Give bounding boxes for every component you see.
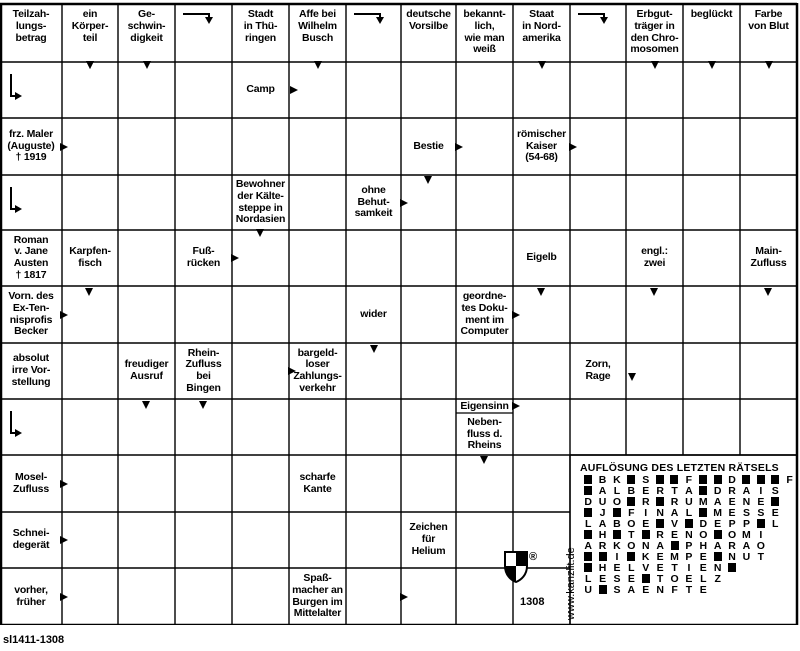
- solution-letter: L: [584, 572, 592, 585]
- solution-row: [581, 518, 800, 529]
- solution-letter: E: [656, 550, 664, 563]
- clue-cell: [1, 344, 61, 398]
- solution-letter: O: [612, 495, 622, 508]
- arrow-right-icon: [512, 402, 520, 410]
- solution-letter: L: [628, 561, 635, 574]
- clue-text: ein Körper- teil: [71, 8, 109, 44]
- solution-letter: E: [656, 561, 664, 574]
- solution-letter: I: [759, 484, 763, 497]
- clue-cell: [457, 287, 512, 342]
- solution-letter: M: [742, 528, 751, 541]
- solution-block: [685, 519, 693, 528]
- solution-block: [613, 508, 621, 517]
- solution-letter: I: [644, 506, 648, 519]
- clue-cell: [176, 344, 231, 398]
- solution-letter: K: [641, 550, 650, 563]
- arrow-right-icon: [231, 254, 239, 262]
- solution-letter: T: [656, 572, 664, 585]
- clue-cell: [347, 287, 400, 342]
- solution-block: [714, 475, 722, 484]
- clue-cell: [457, 400, 512, 413]
- solution-letter: A: [713, 539, 722, 552]
- clue-cell: [627, 231, 682, 285]
- clue-text: Neben- fluss d. Rheins: [466, 415, 503, 452]
- clue-text: Stadt in Thü- ringen: [243, 8, 278, 44]
- solution-letter: T: [757, 550, 765, 563]
- solution-block: [771, 475, 779, 484]
- solution-letter: E: [699, 550, 707, 563]
- arrow-down-icon: [537, 288, 545, 296]
- clue-cell: [1, 4, 61, 61]
- solution-block: [656, 497, 664, 506]
- solution-letter: D: [699, 517, 708, 530]
- solution-letter: P: [685, 539, 693, 552]
- clue-text: Zeichen für Helium: [409, 521, 448, 557]
- solution-block: [584, 530, 592, 539]
- solution-letter: B: [627, 484, 636, 497]
- solution-letter: T: [628, 528, 635, 541]
- solution-letter: O: [756, 539, 765, 552]
- solution-letter: N: [641, 539, 650, 552]
- solution-letter: P: [728, 517, 736, 530]
- solution-letter: R: [670, 495, 679, 508]
- solution-row: [581, 551, 800, 562]
- solution-row: [581, 474, 800, 485]
- solution-letter: A: [742, 484, 751, 497]
- solution-letter: O: [627, 517, 636, 530]
- arrow-down-icon: [142, 401, 150, 409]
- solution-letter: N: [685, 528, 693, 541]
- arrow-right-icon: [569, 143, 577, 151]
- solution-block: [642, 530, 650, 539]
- solution-block: [599, 585, 607, 594]
- clue-text: Erbgut- träger in den Chro- mosomen: [630, 8, 679, 56]
- solution-letter: O: [699, 528, 708, 541]
- solution-block: [757, 475, 765, 484]
- clue-cell: [233, 176, 288, 229]
- clue-text: Main- Zufluss: [750, 245, 787, 269]
- solution-block: [714, 530, 722, 539]
- solution-letter: A: [598, 484, 607, 497]
- solution-letter: E: [699, 561, 707, 574]
- clue-cell: [63, 231, 117, 285]
- solution-letter: E: [771, 506, 779, 519]
- puzzle-number: 1308: [520, 596, 545, 608]
- clue-cell: [290, 344, 345, 398]
- solution-letter: Z: [714, 572, 721, 585]
- solution-letter: T: [685, 583, 693, 596]
- clue-cell: [233, 63, 288, 117]
- clue-text: Roman v. Jane Austen † 1817: [13, 233, 49, 281]
- solution-letter: E: [613, 561, 621, 574]
- solution-row: [581, 507, 800, 518]
- solution-letter: J: [599, 506, 606, 519]
- solution-letter: V: [671, 517, 679, 530]
- clue-cell: [402, 4, 455, 61]
- clue-text: bekannt- lich, wie man weiß: [463, 8, 506, 56]
- clue-text: Rhein- Zufluss bei Bingen: [185, 346, 222, 394]
- solution-block: [627, 497, 635, 506]
- clue-text: geordne- tes Doku- ment im Computer: [460, 290, 509, 338]
- solution-row: [581, 485, 800, 496]
- clue-text: Eigensinn: [460, 400, 509, 412]
- solution-block: [714, 552, 722, 561]
- solution-letter: E: [627, 572, 635, 585]
- solution-row: [581, 496, 800, 507]
- clue-cell: [1, 119, 61, 174]
- solution-letter: L: [700, 572, 707, 585]
- solution-letter: A: [713, 495, 722, 508]
- clue-text: Karpfen- fisch: [69, 245, 111, 269]
- arrow-down-icon: [650, 288, 658, 296]
- arrow-down-icon: [480, 456, 488, 464]
- arrow-down-icon: [764, 288, 772, 296]
- clue-text: ohne Behut- samkeit: [354, 183, 393, 220]
- solution-letter: O: [727, 528, 737, 541]
- clue-text: Bestie: [413, 139, 444, 152]
- clue-text: engl.: zwei: [641, 245, 668, 269]
- arrow-down-icon: [628, 373, 636, 381]
- solution-letter: S: [642, 473, 650, 486]
- clue-text: deutsche Vorsilbe: [406, 8, 451, 32]
- clue-text: bargeld- loser Zahlungs- verkehr: [293, 346, 342, 394]
- clue-text: scharfe Kante: [299, 470, 336, 495]
- arrow-right-icon: [288, 367, 296, 375]
- solution-letter: I: [615, 550, 619, 563]
- solution-letter: D: [584, 495, 592, 508]
- clue-cell: [233, 4, 288, 61]
- solution-block: [656, 519, 664, 528]
- clue-cell: [1, 287, 61, 342]
- solution-letter: A: [584, 539, 592, 552]
- solution-block: [757, 519, 765, 528]
- clue-cell: [627, 4, 682, 61]
- solution-block: [699, 475, 707, 484]
- solution-block: [656, 475, 664, 484]
- clue-cell: [176, 231, 231, 285]
- solution-letter: E: [685, 572, 693, 585]
- arrow-right-icon: [400, 593, 408, 601]
- clue-cell: [119, 344, 174, 398]
- solution-letter: A: [670, 506, 679, 519]
- solution-letter: A: [627, 583, 636, 596]
- arrow-right-icon: [60, 311, 68, 319]
- solution-letter: N: [728, 550, 736, 563]
- solution-letter: M: [670, 550, 679, 563]
- arrow-down-icon: [199, 401, 207, 409]
- clue-text: Staat in Nord- amerika: [522, 8, 561, 44]
- puzzle-code: sl1411-1308: [3, 634, 65, 646]
- solution-block: [699, 486, 707, 495]
- arrow-down-icon: [85, 288, 93, 296]
- solution-block: [670, 475, 678, 484]
- solution-row: [581, 562, 800, 573]
- solution-letter: T: [671, 484, 678, 497]
- clue-cell: [457, 415, 512, 454]
- clue-text: Eigelb: [526, 251, 557, 264]
- solution-block: [771, 497, 779, 506]
- clue-text: Affe bei Wilhelm Busch: [298, 8, 337, 44]
- solution-letter: S: [613, 572, 621, 585]
- solution-letter: A: [742, 539, 751, 552]
- arrow-down-icon: [424, 176, 432, 184]
- solution-letter: I: [759, 528, 763, 541]
- solution-grid: [580, 474, 800, 595]
- solution-letter: M: [713, 506, 723, 519]
- solution-block: [742, 475, 750, 484]
- solution-letter: D: [713, 484, 722, 497]
- clue-cell: [741, 4, 796, 61]
- clue-cell: [514, 4, 569, 61]
- clue-text: freudiger Ausruf: [124, 358, 169, 382]
- solution-row: [581, 529, 800, 540]
- solution-letter: R: [656, 528, 664, 541]
- clue-text: römischer Kaiser (54-68): [517, 127, 566, 164]
- clue-cell: [402, 119, 455, 174]
- arrow-down-icon: [538, 61, 546, 69]
- clue-cell: [514, 119, 569, 174]
- clue-cell: [684, 4, 739, 61]
- clue-cell: [1, 456, 61, 511]
- clue-text: Camp: [246, 83, 275, 96]
- solution-letter: N: [656, 583, 664, 596]
- solution-letter: R: [598, 539, 607, 552]
- solution-block: [627, 475, 635, 484]
- solution-letter: E: [757, 495, 765, 508]
- solution-row: [581, 540, 800, 551]
- clue-text: Bewohner der Kälte- steppe in Nordasien: [235, 178, 286, 226]
- solution-letter: N: [742, 495, 751, 508]
- solution-letter: U: [742, 550, 751, 563]
- solution-letter: L: [584, 517, 592, 530]
- solution-block: [584, 552, 592, 561]
- clue-text: Farbe von Blut: [748, 8, 789, 32]
- solution-letter: N: [656, 506, 664, 519]
- solution-letter: P: [685, 550, 693, 563]
- solution-letter: B: [613, 517, 621, 530]
- solution-letter: V: [642, 561, 650, 574]
- solution-block: [671, 541, 679, 550]
- solution-panel: [580, 463, 800, 595]
- solution-letter: A: [656, 539, 664, 552]
- solution-letter: L: [613, 484, 621, 497]
- arrow-down-icon: [86, 61, 94, 69]
- arrow-right-icon: [60, 593, 68, 601]
- arrow-right-icon: [60, 536, 68, 544]
- clue-cell: [347, 176, 400, 229]
- clue-cell: [402, 513, 455, 567]
- brand-text: www.kanzlit.de: [565, 547, 577, 620]
- solution-block: [642, 574, 650, 583]
- solution-letter: B: [598, 473, 607, 486]
- arrow-right-icon: [60, 480, 68, 488]
- clue-text: Mosel- Zufluss: [13, 470, 49, 495]
- clue-text: Zorn, Rage: [585, 358, 611, 382]
- solution-letter: R: [656, 484, 664, 497]
- arrow-right-icon: [455, 143, 463, 151]
- solution-letter: I: [687, 561, 691, 574]
- arrow-right-icon: [512, 311, 520, 319]
- publisher-logo-icon: [503, 549, 543, 583]
- solution-letter: S: [757, 506, 765, 519]
- solution-letter: F: [628, 506, 635, 519]
- clue-text: beglückt: [690, 8, 733, 20]
- solution-row: [581, 584, 800, 595]
- solution-letter: E: [699, 583, 707, 596]
- clue-text: Schnei- degerät: [12, 527, 50, 551]
- solution-block: [627, 552, 635, 561]
- solution-letter: S: [742, 506, 750, 519]
- solution-letter: H: [598, 528, 607, 541]
- arrow-right-icon: [60, 143, 68, 151]
- clue-cell: [290, 4, 345, 61]
- solution-letter: O: [627, 539, 636, 552]
- clue-cell: [571, 344, 625, 398]
- solution-title: AUFLÖSUNG DES LETZTEN RÄTSELS: [580, 462, 779, 474]
- solution-letter: E: [642, 517, 650, 530]
- solution-letter: R: [728, 539, 736, 552]
- solution-block: [613, 530, 621, 539]
- solution-block: [728, 563, 736, 572]
- solution-letter: E: [714, 517, 722, 530]
- clue-cell: [1, 569, 61, 624]
- solution-letter: S: [771, 484, 779, 497]
- clue-text: absolut irre Vor- stellung: [11, 352, 51, 388]
- solution-row: [581, 573, 800, 584]
- solution-letter: M: [698, 495, 708, 508]
- arrow-down-icon: [314, 61, 322, 69]
- solution-letter: E: [670, 528, 678, 541]
- solution-letter: S: [613, 583, 621, 596]
- solution-block: [584, 475, 592, 484]
- clue-text: wider: [360, 307, 387, 320]
- solution-letter: R: [728, 484, 736, 497]
- solution-block: [699, 508, 707, 517]
- solution-letter: T: [671, 561, 678, 574]
- arrow-down-icon: [370, 345, 378, 353]
- clue-cell: [457, 4, 512, 61]
- solution-letter: O: [670, 572, 679, 585]
- solution-letter: H: [699, 539, 708, 552]
- arrow-down-icon: [651, 61, 659, 69]
- solution-letter: F: [685, 473, 693, 486]
- solution-letter: E: [642, 583, 650, 596]
- clue-cell: [119, 4, 174, 61]
- solution-letter: U: [584, 583, 592, 596]
- arrow-right-icon: [400, 199, 408, 207]
- solution-letter: H: [598, 561, 607, 574]
- clue-cell: [514, 231, 569, 285]
- solution-letter: E: [728, 495, 736, 508]
- arrow-down-icon: [765, 61, 773, 69]
- clue-cell: [63, 4, 117, 61]
- clue-cell: [1, 231, 61, 285]
- solution-letter: E: [599, 572, 607, 585]
- clue-text: Fuß- rücken: [186, 245, 221, 269]
- solution-letter: D: [728, 473, 736, 486]
- clue-text: Teilzah- lungs- betrag: [12, 8, 50, 44]
- clue-cell: [741, 231, 796, 285]
- clue-text: Vorn. des Ex-Ten- nisprofis Becker: [8, 290, 54, 338]
- solution-letter: R: [641, 495, 650, 508]
- solution-letter: L: [772, 517, 779, 530]
- clue-text: vorher, früher: [14, 583, 48, 608]
- solution-block: [584, 508, 592, 517]
- solution-letter: A: [598, 517, 607, 530]
- solution-letter: U: [598, 495, 607, 508]
- solution-letter: K: [613, 473, 621, 486]
- solution-block: [599, 552, 607, 561]
- brand-url: [552, 520, 578, 620]
- solution-letter: A: [685, 484, 693, 497]
- solution-letter: P: [742, 517, 750, 530]
- solution-letter: K: [613, 539, 621, 552]
- solution-block: [584, 563, 592, 572]
- arrow-down-icon: [143, 61, 151, 69]
- solution-letter: E: [642, 484, 650, 497]
- registered-mark: ®: [529, 551, 538, 563]
- solution-letter: L: [685, 506, 693, 519]
- solution-letter: U: [685, 495, 693, 508]
- arrow-down-icon: [708, 61, 716, 69]
- clue-text: Spaß- macher an Burgen im Mittelalter: [292, 572, 343, 620]
- arrow-down-icon: [256, 229, 264, 237]
- solution-letter: E: [728, 506, 736, 519]
- solution-letter: F: [786, 473, 793, 486]
- clue-text: frz. Maler (Auguste) † 1919: [7, 127, 55, 164]
- solution-letter: N: [713, 561, 722, 574]
- clue-text: Ge- schwin- digkeit: [127, 8, 166, 44]
- solution-letter: F: [671, 583, 678, 596]
- clue-cell: [1, 513, 61, 567]
- arrow-right-icon: [290, 86, 298, 94]
- solution-block: [584, 486, 592, 495]
- clue-cell: [290, 456, 345, 511]
- clue-cell: [290, 569, 345, 624]
